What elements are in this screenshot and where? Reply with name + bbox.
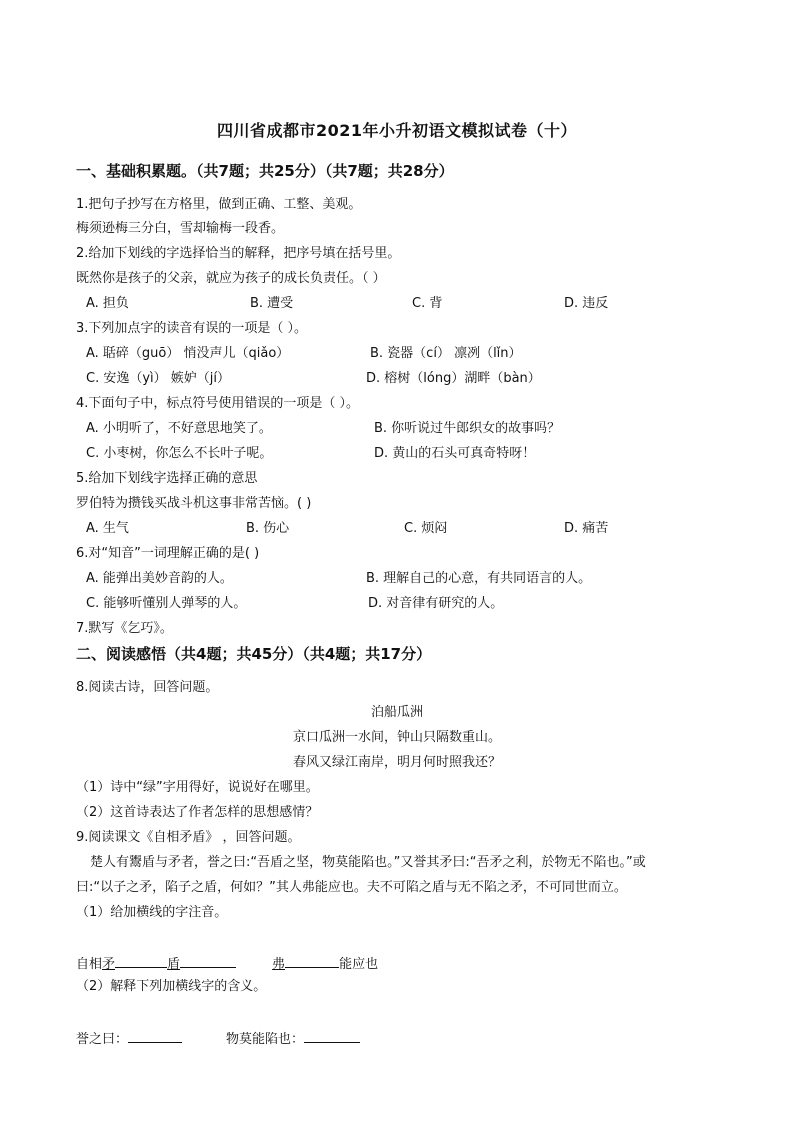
q9-sub1: （1）给加横线的字注音。 bbox=[76, 905, 228, 920]
q5-text: 罗伯特为攒钱买战斗机这事非常苦恼。( ) bbox=[76, 496, 312, 511]
q2-option-a: A. 担负 bbox=[86, 296, 129, 311]
q2-option-d: D. 违反 bbox=[564, 296, 609, 311]
q6-option-c: C. 能够听懂别人弹琴的人。 bbox=[86, 596, 247, 611]
section-heading-2: 二、阅读感悟（共4题；共45分）（共4题；共17分） bbox=[76, 645, 432, 663]
q1-text: 梅须逊梅三分白，雪却输梅一段香。 bbox=[76, 221, 285, 236]
q2-stem: 2.给加下划线的字选择恰当的解释，把序号填在括号里。 bbox=[76, 246, 401, 261]
phonetic-row bbox=[76, 953, 378, 974]
poem-line-2: 春风又绿江南岸，明月何时照我还？ bbox=[292, 755, 501, 770]
q4-option-c: C. 小枣树，你怎么不长叶子呢。 bbox=[86, 446, 273, 461]
q5-option-c: C. 烦闷 bbox=[404, 521, 448, 536]
explain-label-a: 誉之曰： bbox=[76, 1032, 129, 1047]
phonetic-suffix: 能应也 bbox=[339, 957, 379, 972]
q6-option-b: B. 理解自己的心意，有共同语言的人。 bbox=[366, 571, 592, 586]
page-title: 四川省成都市2021年小升初语文模拟试卷（十） bbox=[216, 121, 578, 140]
q3-option-c: C. 安逸（yì） 嫉妒（jí） bbox=[86, 371, 231, 386]
q4-stem: 4.下面句子中，标点符号使用错误的一项是（ ）。 bbox=[76, 396, 360, 411]
q9-passage-line-2: 曰:“以子之矛，陷子之盾，何如？”其人弗能应也。夫不可陷之盾与无不陷之矛，不可同世而立。 bbox=[76, 880, 627, 895]
phonetic-word-1: 矛 bbox=[102, 957, 116, 972]
q5-stem: 5.给加下划线字选择正确的意思 bbox=[76, 471, 258, 486]
q6-option-d: D. 对音律有研究的人。 bbox=[368, 596, 504, 611]
q2-text: 既然你是孩子的父亲，就应为孩子的成长负责任。（ ） bbox=[76, 271, 386, 286]
explain-blank-b[interactable] bbox=[304, 1028, 360, 1043]
q9-sub2: （2）解释下列加横线字的含义。 bbox=[76, 979, 267, 994]
phonetic-prefix: 自相 bbox=[76, 957, 103, 972]
q4-option-b: B. 你听说过牛郎织女的故事吗？ bbox=[374, 421, 561, 436]
q4-option-d: D. 黄山的石头可真奇特呀！ bbox=[374, 446, 536, 461]
explain-row bbox=[76, 1028, 360, 1049]
explain-blank-a[interactable] bbox=[128, 1028, 182, 1043]
q3-stem: 3.下列加点字的读音有误的一项是（ ）。 bbox=[76, 321, 308, 336]
q4-option-a: A. 小明听了，不好意思地笑了。 bbox=[86, 421, 272, 436]
q8-stem: 8.阅读古诗，回答问题。 bbox=[76, 680, 219, 695]
poem-line-1: 京口瓜洲一水间，钟山只隔数重山。 bbox=[292, 730, 501, 745]
section-heading-1: 一、基础积累题。（共7题；共25分）（共7题；共28分） bbox=[76, 162, 454, 180]
q2-option-b: B. 遭受 bbox=[250, 296, 294, 311]
poem-title: 泊船瓜洲 bbox=[370, 705, 423, 720]
q7-stem: 7.默写《乞巧》。 bbox=[76, 621, 173, 636]
q3-option-d: D. 榕树（lóng）湖畔（bàn） bbox=[366, 371, 541, 386]
phonetic-blank-1[interactable] bbox=[115, 953, 167, 968]
q6-option-a: A. 能弹出美妙音韵的人。 bbox=[86, 571, 233, 586]
q3-option-b: B. 瓷器（cí） 凛冽（lǐn） bbox=[370, 346, 522, 361]
q5-option-d: D. 痛苦 bbox=[564, 521, 609, 536]
phonetic-word-3: 弗 bbox=[272, 957, 286, 972]
q8-sub2: （2）这首诗表达了作者怎样的思想感情？ bbox=[76, 805, 319, 820]
q9-stem: 9.阅读课文《自相矛盾》 ，回答问题。 bbox=[76, 830, 301, 845]
q3-option-a: A. 聒碎（guō） 悄没声儿（qiǎo） bbox=[86, 346, 290, 361]
q2-option-c: C. 背 bbox=[412, 296, 443, 311]
q8-sub1: （1）诗中“绿”字用得好，说说好在哪里。 bbox=[76, 780, 319, 795]
phonetic-blank-3[interactable] bbox=[285, 953, 339, 968]
q9-passage-line-1: 楚人有鬻盾与矛者，誉之曰:“吾盾之坚，物莫能陷也。”又誉其矛曰:“吾矛之利，於物无不陷也。”或 bbox=[90, 855, 646, 870]
q6-stem: 6.对“知音”一词理解正确的是( ) bbox=[76, 546, 260, 561]
explain-label-b: 物莫能陷也： bbox=[226, 1032, 305, 1047]
q5-option-b: B. 伤心 bbox=[246, 521, 290, 536]
phonetic-word-2: 盾 bbox=[167, 957, 181, 972]
q1-stem: 1.把句子抄写在方格里，做到正确、工整、美观。 bbox=[76, 197, 362, 212]
q5-option-a: A. 生气 bbox=[86, 521, 129, 536]
phonetic-blank-2[interactable] bbox=[180, 953, 236, 968]
